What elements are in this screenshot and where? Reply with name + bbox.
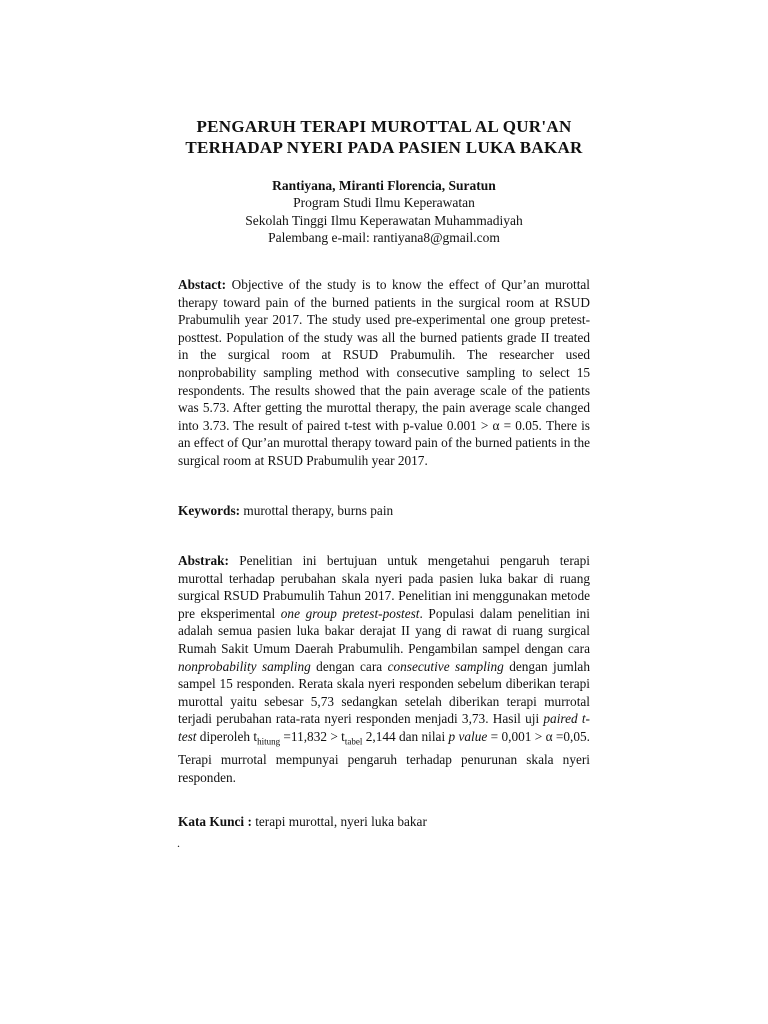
abstract-indonesian-text-5: diperoleh t	[196, 728, 258, 744]
keywords-english-text: murottal therapy, burns pain	[240, 503, 394, 518]
abstract-indonesian-italic-2: nonprobability sampling	[178, 658, 311, 674]
keywords-english-label: Keywords:	[178, 503, 241, 518]
abstract-indonesian-text-1: Penelitian ini bertujuan untuk mengetahui pengaruh terapi murottal terhadap perubahan skala nyeri pada pasien luka bakar di ruang surgical RSUD Prabumulih Tahun 2017. Penelitian ini menggunakan metode pre eksperimental	[178, 553, 590, 621]
abstract-indonesian-text-4: dengan jumlah sampel 15 responden. Rerata skala nyeri responden sebelum diberikan terapi murottal yaitu sebesar 5,73 sedangkan setelah diberikan terapi murrotal terjadi perubahan rata-rata nyeri responden menjadi 3,73. Hasil uji	[178, 658, 590, 727]
affiliation-program: Program Studi Ilmu Keperawatan	[293, 195, 475, 210]
affiliation-contact: Palembang e-mail: rantiyana8@gmail.com	[268, 230, 500, 245]
subscript-tabel: tabel	[344, 736, 363, 747]
trailing-period: .	[177, 836, 180, 850]
abstract-indonesian-italic-1: one group pretest-postest	[280, 605, 420, 621]
abstract-english-label: Abstact:	[178, 277, 227, 292]
abstract-indonesian-text-3: dengan cara	[310, 658, 388, 674]
title-line-2: TERHADAP NYERI PADA PASIEN LUKA BAKAR	[185, 138, 583, 157]
title-line-1: PENGARUH TERAPI MUROTTAL AL QUR'AN	[196, 117, 572, 136]
abstract-indonesian-italic-4: paired t-test	[178, 711, 590, 744]
abstract-indonesian	[178, 552, 590, 786]
author-list: Rantiyana, Miranti Florencia, Suratun	[272, 178, 496, 193]
abstract-indonesian-italic-3: consecutive sampling	[387, 658, 504, 674]
paper-title	[120, 116, 648, 158]
keywords-indonesian-label: Kata Kunci :	[178, 814, 252, 829]
abstract-indonesian-italic-5: p value	[448, 728, 488, 744]
affiliation-school: Sekolah Tinggi Ilmu Keperawatan Muhammadiyah	[245, 213, 523, 228]
abstract-english-text: Objective of the study is to know the effect of Qur’an murottal therapy toward pain of the burned patients in the surgical room at RSUD Prabumulih year 2017. The study used pre-experimental one group pretest-posttest. Population of the study was all the burned patients grade II treated in the surgical room at RSUD Prabumulih. The researcher used nonprobability sampling method with consecutive sampling to select 15 respondents. The results showed that the pain average scale of the patients was 5.73. After getting the murottal therapy, the pain average scale changed into 3.73. The result of paired t-test with p-value 0.001 > α = 0.05. There is an effect of Qur’an murottal therapy toward pain of the burned patients in the surgical room at RSUD Prabumulih year 2017.	[178, 277, 590, 468]
abstract-indonesian-text-6: =11,832 > t	[280, 728, 345, 744]
abstract-indonesian-label: Abstrak:	[178, 553, 229, 568]
keywords-english	[178, 502, 590, 520]
keywords-indonesian-text: terapi murottal, nyeri luka bakar	[251, 814, 427, 829]
abstract-indonesian-text-8: = 0,001 > α =0,05. Terapi murrotal mempunyai pengaruh terhadap penurunan skala nyeri responden.	[178, 728, 590, 785]
abstract-indonesian-text-7: 2,144 dan nilai	[362, 728, 449, 744]
subscript-hitung: hitung	[257, 736, 281, 747]
keywords-indonesian	[178, 813, 590, 831]
abstract-english	[178, 276, 590, 470]
abstract-indonesian-text-2: . Populasi dalam penelitian ini adalah semua pasien luka bakar derajat II yang di rawat di ruang surgical Rumah Sakit Umum Daerah Prabumulih. Pengambilan sampel dengan cara	[178, 605, 590, 656]
